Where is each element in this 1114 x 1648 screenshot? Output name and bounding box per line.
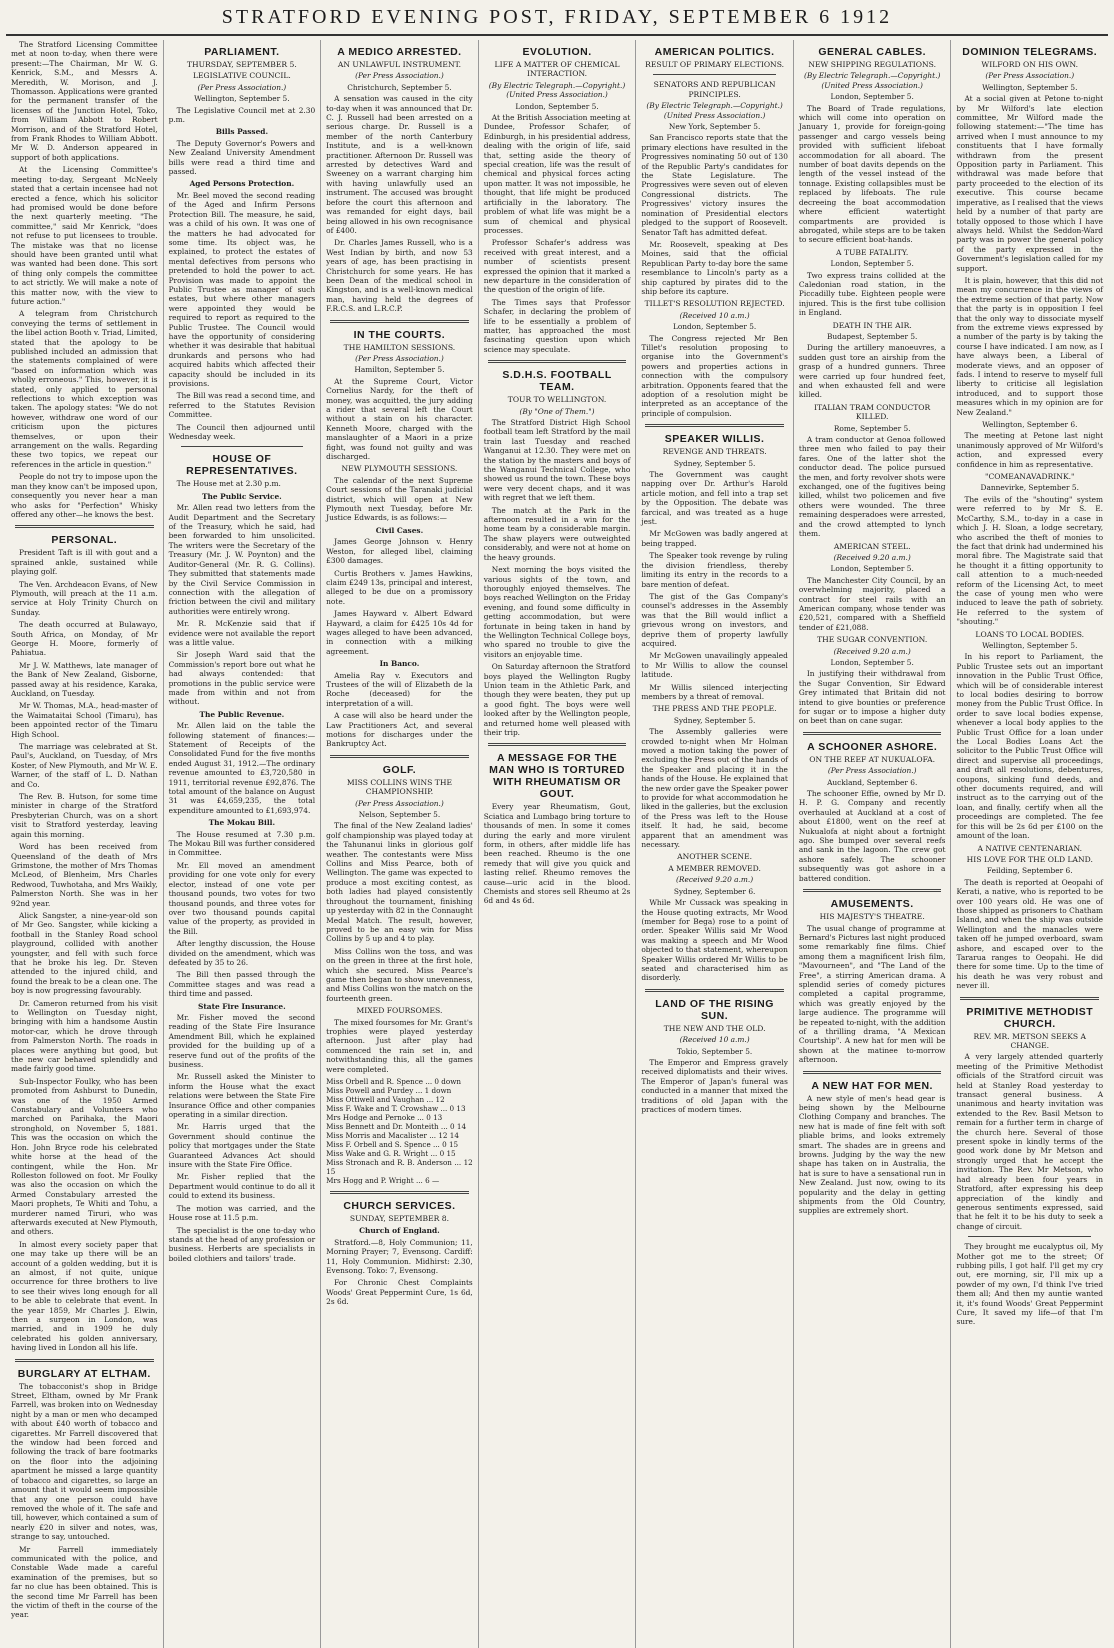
- received-time: (Received 10 a.m.): [679, 1035, 750, 1045]
- divider: [960, 997, 1099, 1000]
- article-paragraph: A very largely attended quarterly meeting of the Primitive Methodist officials of the Stratford circuit was held at Stanley Road yesterday to transact general business. A unanimous and hearty invitation was extended to the Rev. Basil Metson to remain for a further term in charge of the church here. Several of those present spoke in kindly terms of the good work done by Mr Metson and strongly urged that he accept the invitation. The Rev. Mr Metson, who had already been four years in Stratford, after expressing his deep appreciation of the kindly and generous sentiments expressed, said that he felt it to be his duty to seek a change of circuit.: [956, 1052, 1104, 1231]
- dateline: Tokio, September 5.: [676, 1046, 753, 1056]
- score-row: Miss F. Orbell and S. Spence ... 0 15: [326, 1140, 459, 1149]
- dateline: Christchurch, September 5.: [347, 82, 452, 92]
- dateline: Sydney, September 5.: [673, 458, 756, 468]
- score-row: Miss Morris and Macalister ... 12 14: [326, 1131, 459, 1140]
- personal-item: Dr. Cameron returned from his visit to Wellington on Tuesday night, bringing with him a handsome Austin motor-car, which he drove through from Palmerston North. The roads in places were anything but good, but the new car behaved splendidly and made fairly good time.: [11, 998, 158, 1074]
- article-paragraph: After lengthy discussion, the House divided on the amendment, which was defeated by 35 to 26.: [168, 939, 316, 967]
- subhead: RESULT OF PRIMARY ELECTIONS.: [645, 60, 785, 69]
- headline-personal: PERSONAL.: [51, 534, 118, 547]
- column-5: [636, 40, 794, 1648]
- article-paragraph: While Mr Cussack was speaking in the House quoting extracts, Mr Wood (member for Bega) rose to a point of order. Speaker Willis said Mr Wood was making a speech and Mr Wood objected to that statement, whereupon Speaker Willis ordered Mr Willis to be seated and characterised him as disorderly.: [641, 898, 788, 983]
- byline: (By Electric Telegraph.—Copyright.) (United Press Association.): [803, 71, 941, 90]
- personal-item: In almost every society paper that one may take up there will be an account of a golden wedding, but it is an almost, if not quite, unique occurrence for three brothers to live to see their wives long enough for all to be able to celebrate that event. In the year 1859, Mr Charles J. Elwin, then a surgeon in London, was married, and in 1909 he duly celebrated his golden anniversary, having lived in London all his life.: [11, 1239, 158, 1353]
- article-paragraph: At the Licensing Committee's meeting to-day, Sergeant McNeely stated that a certain incensee had not erected a fence, which his solicitor had promised would be done before the next quarterly meeting. "The committee," said Mr Kenrick, "does not refuse to put licensees to trouble. The mistake was that no license should have been granted until what was wanted had been done. This sort of thing only compels the committee to act strictly. We will make a note of this matter now, with the view to future action.": [11, 165, 158, 306]
- headline-new-hat: A NEW HAT FOR MEN.: [811, 1079, 933, 1092]
- subhead: AMERICAN STEEL.: [833, 541, 911, 551]
- subhead: THE PRESS AND THE PEOPLE.: [652, 704, 777, 714]
- dateline: Nelson, September 5.: [358, 810, 441, 820]
- byline: (By Electric Telegraph.—Copyright.) (United Press Association.): [646, 101, 783, 120]
- dateline: Sydney, September 5.: [673, 715, 756, 725]
- score-list: [326, 1077, 473, 1185]
- article-paragraph: Miss Collins won the toss, and was on the green in three at the first hole, which she secured. Miss Pearce's game then began to show unevenness, and Miss Collins won the match on the fourteenth green.: [326, 946, 473, 1003]
- dateline: Wellington, September 6.: [982, 420, 1078, 430]
- dateline: Dannevirke, September 5.: [980, 483, 1079, 493]
- article-paragraph: Mr McGowen unavailingly appealed to Mr Willis to allow the counsel latitude.: [641, 651, 788, 680]
- article-paragraph: Mr. Ell moved an amendment providing for one vote only for every elector, instead of one vote per thousand pounds, two votes for two thousand pounds, and three votes for over two thousand pounds capital value of the property, as provided in the Bill.: [168, 860, 316, 936]
- score-row: Miss Wake and G. R. Wright ... 0 15: [326, 1149, 456, 1158]
- subhead: ANOTHER SCENE.: [677, 852, 753, 862]
- article-paragraph: The schooner Effie, owned by Mr D. H. P. G. Company and recently overhauled at Auckland at a cost of about £1800, went on the reef at Nukualofa at night about a fortnight ago. She bumped over several reefs and sank in the lagoon. The crew got ashore safely. The schooner subsequently was got ashore in a battered condition.: [798, 789, 946, 883]
- article-paragraph: The meeting at Petone last night unanimously approved of Mr Wilford's action, and expressed every confidence in him as representative.: [956, 431, 1104, 469]
- headline-burglary: BURGLARY AT ELTHAM.: [17, 1367, 151, 1380]
- subhead: WILFORD ON HIS OWN.: [981, 60, 1079, 69]
- byline: (Per Press Association.): [355, 353, 444, 363]
- dateline: New York, September 5.: [668, 122, 761, 132]
- personal-item: Mr W. Thomas, M.A., head-master of the Waimataitai School (Timaru), has been appointed rector of the Timaru High School.: [11, 701, 158, 739]
- byline: (Per Press Association.): [197, 82, 287, 92]
- headline-amusements: AMUSEMENTS.: [830, 898, 914, 911]
- advertisement: For Chronic Chest Complaints Woods' Great Peppermint Cure, 1s 6d, 2s 6d.: [326, 1278, 473, 1307]
- sidehead: The Public Service.: [201, 491, 282, 501]
- headline-general-cables: GENERAL CABLES.: [818, 46, 926, 58]
- article-paragraph: The gist of the Gas Company's counsel's addresses in the Assembly was that the Bill would inflict a grievous wrong on investors, and deprive them of property lawfully acquired.: [641, 591, 788, 648]
- byline: (By "One of Them."): [519, 406, 595, 416]
- article-paragraph: The House met at 2.30 p.m.: [176, 479, 281, 489]
- subhead: LIFE A MATTER OF CHEMICAL INTERACTION.: [494, 60, 620, 79]
- article-paragraph: Mr. Fisher replied that the Department would continue to do all it could to extend its business.: [168, 1172, 316, 1201]
- sidehead: State Fire Insurance.: [198, 1001, 286, 1011]
- article-paragraph: Mr Willis silenced interjecting members by a threat of removal.: [641, 682, 788, 701]
- article-paragraph: Mr McGowen was badly angered at being trapped.: [641, 529, 788, 548]
- dateline: London, September 5.: [830, 259, 914, 269]
- dateline: Wellington, September 5.: [982, 82, 1078, 92]
- article-paragraph: The specialist is the one to-day who stands at the head of any profession or business. Herberts are specialists in boiled clothiers and tailors' trade.: [168, 1225, 316, 1263]
- personal-item: The Rev. B. Hutson, for some time minister in charge of the Stratford Presbyterian Church, was on a short visit to Stratford yesterday, leaving again this morning.: [11, 792, 158, 839]
- article-paragraph: The Stratford Licensing Committee met at noon to-day, when there were present:—The Chairman, Mr W. G. Kenrick, S.M., and Messrs A. Meredith, W. Morison, and J. Thomasson. Applications were granted for the permanent transfer of the licenses of the Junction Hotel, Toko, from William Abbott to Robert Morrison, and of the Stratford Hotel, from Frank Rhodes to William Abbott. Mr W. D. Anderson appeared in support of both applications.: [11, 40, 158, 162]
- score-row: Mrs Hogg and P. Wright ... 6 —: [326, 1176, 440, 1185]
- personal-item: Sub-Inspector Foulky, who has been promoted from Ashburst to Dunedin, was one of the 1950 Armed Constabulary and Volunteers who marched on Parihaka, the Maori stronghold, on November 5, 1881. This was the occasion on which the Hon. John Bryce rode his celebrated white horse at the head of the contingent, while the Hon. Mr Rolleston followed on foot. Mr Foulky was also the occasion on which the Armed Constabulary arrested the Maori prophets, Te Whiti and Tohu, a murderer named Tiruri, who was afterwards executed at New Plymouth, and others.: [11, 1076, 158, 1237]
- subhead: TOUR TO WELLINGTON.: [507, 395, 607, 405]
- headline-courts: IN THE COURTS.: [353, 328, 446, 341]
- subhead: A TUBE FATALITY.: [836, 247, 909, 257]
- article-paragraph: Mr. Harris urged that the Government should continue the policy that mortgages under the State Guaranteed Advances Act should insure with the State Fire Office.: [168, 1122, 316, 1170]
- received-time: (Received 10 a.m.): [679, 310, 750, 320]
- score-row: Miss Stronach and R. B. Anderson ... 12 15: [326, 1158, 473, 1176]
- article-paragraph: Two express trains collided at the Caledonian road station, in the Piccadilly tube. Eighteen people were injured. This is the first tube collision in England.: [798, 270, 946, 318]
- dateline: London, September 5.: [830, 564, 914, 574]
- headline-parliament: PARLIAMENT.: [204, 46, 280, 58]
- score-row: Miss F. Wake and T. Crowshaw ... 0 13: [326, 1104, 466, 1113]
- divider: [330, 1191, 469, 1194]
- subhead: MIXED FOURSOMES.: [356, 1006, 443, 1016]
- divider: [330, 320, 469, 323]
- article-paragraph: During the artillery manoeuvres, a sudden gust tore an airship from the grasp of a hundred gunners. Three were carried up four hundred feet, and when exhausted fell and were killed.: [798, 343, 946, 400]
- column-7: [951, 40, 1108, 1648]
- personal-item: Word has been received from Queensland of the death of Mrs Grimstone, the mother of Mrs Thomas McLeod, of Blenheim, Mrs Charles Redwood, Tuwhotaha, and Mrs Waikly, Palmerston North. She was in her 92nd year.: [11, 842, 158, 908]
- column-2: [164, 40, 322, 1648]
- subhead: HIS LOVE FOR THE OLD LAND.: [966, 854, 1093, 864]
- subhead: "COMEANAVADRINK.": [984, 472, 1075, 482]
- article-paragraph: The mixed foursomes for Mr. Grant's trophies were played yesterday afternoon. Just after play had commenced the rain set in, and notwithstanding this, all the games were completed.: [326, 1017, 473, 1074]
- headline-methodist: PRIMITIVE METHODIST CHURCH.: [966, 1005, 1094, 1030]
- subhead: ON THE REEF AT NUKUALOFA.: [809, 754, 936, 764]
- article-paragraph: At the British Association meeting at Dundee, Professor Schafer, of Edinburgh, in his presidential address, dealing with the origin of life, said that, setting aside the theory of special creation, life was the result of chemical and physical forces acting upon matter. It was not impossible, he thought, that life might be produced artificially in the laboratory. The problem of what life was might be a sum of chemical and physical processes.: [483, 113, 631, 235]
- columns: [6, 40, 1108, 1648]
- article-paragraph: At a social given at Petone to-night by Mr Wilford's late election committee, Mr Wilford made the following statement:—"The time has arrived when I must announce to my constituents that I have formally withdrawn from the present Opposition party in Parliament. This withdrawal was made before that party proceeded to the election of its executive. This course became imperative, as I realised that the views held by a number of that party are totally opposed to those which I have always held. Whilst the Seddon-Ward party was in power the general policy of the party expressed in the Government's legislation called for my support.: [956, 94, 1104, 273]
- article-paragraph: Mr. Roosevelt, speaking at Des Moines, said that the official Republican Party to-day bore the same resemblance to Lincoln's party as a ship captured by pirates did to the ship before its capture.: [641, 239, 788, 296]
- article-paragraph: Mr. Allen laid on the table the following statement of finances:—Statement of Receipts of the Consolidated Fund for the five months ended August 31, 1912.—The ordinary revenue amounted to £3,720,580 in 1911, territorial revenue £92,876. The total amount of the balance on August 31 was £4,659,235, the total expenditure amounted to £1,693,974.: [168, 721, 316, 815]
- subhead: THE HAMILTON SESSIONS.: [343, 342, 456, 352]
- article-paragraph: Mr Farrell immediately communicated with the police, and Constable Wade made a careful examination of the premises, but so far no clue has been obtained. This is the second time Mr Farrell has been the victim of theft in the course of the year.: [11, 1544, 158, 1620]
- divider: [181, 446, 304, 447]
- article-paragraph: The Congress rejected Mr Ben Tillet's resolution proposing to organise into the Government's powers and properties actions in connection with the compulsory arbitration. Opponents feared that the adoption of a resolution might be interpreted as an acceptance of the principle of compulsion.: [641, 333, 788, 418]
- subhead: LEGISLATIVE COUNCIL.: [192, 71, 291, 81]
- advertisement: They brought me eucalyptus oil, My Mother got me to the street; Of rubbing pills, I got half. I'll get my cry out, ere morning, sir, I'll mix up a powder of my own, I'd think I've tried them all; And then my auntie wanted it, it's found Woods' Great Peppermint Cure, It saved my life—of that I'm sure.: [956, 1242, 1104, 1327]
- article-paragraph: The Council then adjourned until Wednesday week.: [168, 422, 316, 442]
- column-6: [794, 40, 952, 1648]
- article-paragraph: The Legislative Council met at 2.30 p.m.: [168, 105, 316, 125]
- article-paragraph: A case will also be heard under the Law Practitioners Act, and several motions for discharges under the Bankruptcy Act.: [326, 711, 473, 749]
- article-paragraph: The House resumed at 7.30 p.m. The Mokau Bill was further considered in Committee.: [168, 829, 316, 858]
- headline-football: S.D.H.S. FOOTBALL TEAM.: [502, 369, 612, 394]
- subhead: A MEMBER REMOVED.: [668, 863, 761, 873]
- byline: (By Electric Telegraph.—Copyright.) (United Press Association.): [488, 80, 626, 100]
- divider: [488, 360, 627, 363]
- sidehead: The Mokau Bill.: [208, 818, 276, 828]
- article-paragraph: The Board of Trade regulations, which will come into operation on January 1, provide for foreign-going passenger and cargo vessels being provided with sufficient lifeboat accommodation for all aboard. The number of boat davits depends on the length of the vessel instead of the tonnage. Existing collapsibles must be replaced by lifeboats. The rule decreeing the boat accommodation where efficient watertight compartments are provided is abrogated, while steps are to be taken to secure efficient boat-hands.: [798, 103, 946, 245]
- subhead: SUNDAY, SEPTEMBER 8.: [349, 1214, 449, 1223]
- dateline: London, September 5.: [515, 101, 599, 111]
- subhead: THURSDAY, SEPTEMBER 5.: [186, 60, 297, 69]
- column-4: [479, 40, 637, 1648]
- subhead: DEATH IN THE AIR.: [832, 320, 912, 330]
- subhead: LOANS TO LOCAL BODIES.: [975, 629, 1085, 639]
- subhead: ITALIAN TRAM CONDUCTOR KILLED.: [814, 402, 931, 422]
- article-paragraph: The Bill was read a second time, and referred to the Statutes Revision Committee.: [168, 391, 316, 420]
- subhead: NEW PLYMOUTH SESSIONS.: [341, 464, 458, 474]
- divider: [330, 755, 469, 758]
- article-paragraph: Next morning the boys visited the various sights of the town, and thoroughly enjoyed themselves. The boys reached Wellington on the Friday evening, and found some difficulty in getting accommodation, but were fortunate in being taken in hand by the Wellington Technical College boys, who spared no trouble to give the visitors an enjoyable time.: [483, 565, 631, 659]
- article-paragraph: Mr. Allen read two letters from the Audit Department and the Secretary of the Treasury, which he said, had been forwarded to him unsolicited. The writers were the Secretary of the Treasury (Mr. J. W. Poynton) and the Auditor-General (Mr. R. G. Collins). They submitted that statements made by the Civil Service Commission in connection with the allegation of friction between the civil and military authorities were entirely wrong.: [168, 503, 316, 616]
- article-paragraph: Mr. R. McKenzie said that if evidence were not available the report was a little value.: [168, 619, 316, 647]
- score-row: Miss Orbell and R. Spence ... 0 down: [326, 1077, 461, 1086]
- score-row: Mrs Hodge and Pernoke ... 0 13: [326, 1113, 443, 1122]
- sidehead: Civil Cases.: [375, 525, 424, 535]
- byline: (Per Press Association.): [355, 798, 444, 808]
- masthead: STRATFORD EVENING POST, FRIDAY, SEPTEMBER 6 1912: [6, 0, 1108, 36]
- divider: [803, 889, 942, 892]
- article-paragraph: The Assembly galleries were crowded to-night when Mr Holman moved a motion taking the power of excluding the Press out of the hands of the Speaker and placing it in the hands of the House. He explained that the new order gave the Speaker power to provide for what accommodation he liked in the galleries, but the exclusion of the Press was left to the House itself. It had, he said, become apparent that an amendment was necessary.: [641, 727, 788, 850]
- headline-medico: A MEDICO ARRESTED.: [337, 46, 462, 58]
- personal-item: The Ven. Archdeacon Evans, of New Plymouth, will preach at the 11 a.m. service at Holy Trinity Church on Sunday.: [11, 579, 158, 617]
- headline-american-politics: AMERICAN POLITICS.: [654, 46, 775, 58]
- subhead: SENATORS AND REPUBLICAN PRINCIPLES.: [653, 80, 776, 99]
- personal-item: President Taft is ill with gout and a sprained ankle, sustained while playing golf.: [11, 548, 158, 577]
- dateline: Wellington, September 5.: [982, 640, 1078, 650]
- personal-item: The marriage was celebrated at St. Paul's, Auckland, on Tuesday, of Mrs Koster, of New Plymouth, and Mr W. E. Warner, of the staff of L. D. Nathan and Co.: [11, 742, 158, 789]
- article-paragraph: The tobacconist's shop in Bridge Street, Eltham, owned by Mr Frank Farrell, was broken into on Wednesday night by a man or men who decamped with about £40 worth of tobacco and cigarettes. Mr Farrell discovered that the window had been forced and following the track of bare footmarks on the floor into the adjoining apartment he missed a large quantity of tobacco and cigarettes, so large an amount that it would seem impossible that any one person could have removed the whole of it. The safe and till, however, which contained a sum of nearly £20 in silver and notes, was, strange to say, untouched.: [11, 1381, 158, 1542]
- received-time: (Received 9.20 a.m.): [833, 552, 911, 562]
- sidehead: Bills Passed.: [215, 127, 269, 137]
- headline-golf: GOLF.: [382, 763, 417, 776]
- article-paragraph: A sensation was caused in the city to-day when it was announced that Dr. C. J. Russell had been arrested on a serious charge. Dr. Russell is a member of the north Canterbury Institute, and is a well-known practitioner. Afternoon Dr. Russell was arrested by detectives Ward and Sweeney on a warrant charging him with having unlawfully used an instrument. The accused was brought before the court this afternoon and was remanded for eight days, bail being allowed in his own recognisance of £400.: [326, 94, 473, 235]
- headline-dominion: DOMINION TELEGRAMS.: [962, 46, 1098, 58]
- divider: [15, 1359, 154, 1362]
- dateline: London, September 5.: [672, 322, 757, 332]
- dateline: Sydney, September 6.: [673, 886, 756, 896]
- article-paragraph: The calendar of the next Supreme Court sessions of the Taranaki judicial district, which will open at New Plymouth next Tuesday, before Mr. Justice Edwards, is as follows:—: [326, 475, 473, 523]
- received-time: (Received 9.20 a.m.): [676, 875, 754, 885]
- divider: [803, 1071, 942, 1074]
- article-paragraph: At the Supreme Court, Victor Cornelius Nardy, for the theft of money, was acquitted, the jury adding a rider that several left the Court without a stain on his character. Kenneth Moore, charged with the manslaughter of a Maori in a prize fight, was found not guilty and was discharged.: [326, 376, 473, 462]
- column-1: [6, 40, 164, 1648]
- article-paragraph: A new style of men's head gear is being shown by the Melbourne Clothing Company and branches. The new hat is made of fine felt with soft pliable brims, and looks extremely smart. The shades are in greens and browns. Judging by the way the new shape has taken on in Australia, the hat is sure to have a sensational run in New Zealand. Just now, owing to its popularity and the delay in getting shipments from the Old Country, supplies are extremely short.: [798, 1093, 946, 1216]
- article-paragraph: Amelia Ray v. Executors and Trustees of the will of Elizabeth de la Roche (deceased) for the interpretation of a will.: [326, 670, 473, 708]
- article-paragraph: The Stratford District High School football team left Stratford by the mail train last Tuesday and reached Wanganui at 12.30. They were met on the station by the masters and boys of the Wanganui Technical College, who showed us round the town. These boys were very decent chaps, and it was with regret that we left them.: [483, 418, 631, 503]
- divider: [15, 525, 154, 528]
- divider: [488, 743, 627, 746]
- column-3: [321, 40, 479, 1648]
- received-time: (Received 9.20 a.m.): [833, 646, 911, 656]
- article-paragraph: It is plain, however, that this did not mean my concurrence in the views of the extreme section of that party. Now that the party is in opposition I feel that the only way to dissociate myself from the extreme views expressed by a number of the party is by taking the course I have indicated. I am now, as I have always been, a Liberal of moderate views, and an opposer of fads. I intend to reserve to myself full liberty to criticise all legislation introduced, and to support those measures which in my opinion are for New Zealand.": [956, 275, 1104, 417]
- article-paragraph: The Bill then passed through the Committee stages and was read a third time and passed.: [168, 970, 316, 999]
- subhead: THE NEW AND THE OLD.: [663, 1023, 766, 1033]
- article-paragraph: Sir Joseph Ward said that the Commission's report bore out what he had always contended: that promotions in the public service were made from within and not from without.: [168, 650, 316, 707]
- article-paragraph: The usual change of programme at Bernard's Pictures last night produced some remarkably fine films. Chief among them a magnificent Irish film, "Mavourneen", and "The Land of the Free", a stirring American drama. A splendid series of comedy pictures completed a capital programme, which was greatly enjoyed by the large audience. The programme will be repeated to-night, with the addition of a thrilling drama, "A Mexican Courtship". A new hat for men will be shown at the matinee to-morrow afternoon.: [798, 923, 946, 1065]
- personal-item: The death occurred at Bulawayo, South Africa, on Monday, of Mr George H. Moore, formerly of Pahiatua.: [11, 620, 158, 658]
- subhead: A NATIVE CENTENARIAN.: [977, 843, 1083, 853]
- subhead: THE SUGAR CONVENTION.: [817, 635, 928, 645]
- article-paragraph: Mr. Beel moved the second reading of the Aged and Infirm Persons Protection Bill. The measure, he said, was a child of his own. It was one of the matters he had advocated for some time. Its object was, he explained, to protect the estates of mental defectives from persons who pretended to hold the power to act. Provision was made to appoint the Public Trustee as manager of such estates, but where other managers were appointed they would be required to report as required to the Public Trustee. The Council would have the opportunity of considering whether it was desirable that habitual drunkards and persons who had acquired habits which affected their capacity should be included in its provisions.: [168, 190, 316, 388]
- divider: [968, 1236, 1091, 1237]
- dateline: London, September 5.: [830, 657, 914, 667]
- article-paragraph: A tram conductor at Genoa followed three men who failed to pay their fares. One of the latter shot the conductor dead. The police pursued the men, and forty revolver shots were exchanged, one of the fugitives being killed, whilst two policemen and five others were wounded. The three remaining desperadoes were arrested, and the crowd attempted to lynch them.: [798, 435, 946, 539]
- article-paragraph: Curtis Brothers v. James Hawkins, claim £249 13s, principal and interest, alleged to be due on a promissory note.: [326, 568, 473, 606]
- article-paragraph: The Times says that Professor Schafer, in declaring the problem of life to be essentially a problem of matter, has approached the most fascinating question upon which science may speculate.: [483, 297, 631, 354]
- article-paragraph: The Emperor and Empress gravely received diplomatists and their wives. The Emperor of Japan's funeral was conducted in a manner that mixed the traditions of old Japan with the practices of modern times.: [641, 1057, 788, 1114]
- article-paragraph: The motion was carried, and the House rose at 11.5 p.m.: [168, 1203, 316, 1223]
- subhead: REV. MR. METSON SEEKS A CHANGE.: [973, 1031, 1086, 1050]
- sidehead: Aged Persons Protection.: [189, 179, 295, 189]
- byline: (Per Press Association.): [827, 766, 917, 776]
- byline: (Per Press Association.): [355, 71, 444, 81]
- article-paragraph: The evils of the "shouting" system were referred to by Mr S. E. McCarthy, S.M., to-day in a case in which J. H. Sloan, a lodge secretary, who ascribed the theft of monies to the fact that drink had undermined his moral fibre. The Magistrate said that he thought it a fitting opportunity to call attention to a much-needed reform of the Licensing Act, to meet the case of young men who were induced to leave the path of sobriety. He referred to the system of "shouting.": [956, 494, 1104, 627]
- headline-schooner: A SCHOONER ASHORE.: [807, 740, 938, 753]
- article-paragraph: Mr. Russell asked the Minister to inform the House what the exact relations were between the State Fire Insurance Office and other companies operating in a similar direction.: [168, 1072, 316, 1120]
- headline-speaker-willis: SPEAKER WILLIS.: [664, 433, 765, 446]
- headline-evolution: EVOLUTION.: [522, 46, 592, 58]
- article-paragraph: In his report to Parliament, the Public Trustee sets out an important innovation in the Public Trust Office, which will be of considerable interest to local bodies desiring to borrow money from the Public Trust Office. In order to save local bodies expense, whenever a local body applies to the Public Trust Office for a loan under the Local Bodies Loans Act the solicitor to the Public Trust Office will direct and supervise all proceedings, and draft all resolutions, debentures, coupons, sinking fund deeds, and other documents required, and will instruct as to the carrying out of the loan, and finally, certify when all the proceedings are completed. The fee for this will be 2s 6d per £100 on the amount of the loan.: [956, 652, 1104, 841]
- article-paragraph: The Deputy Governor's Powers and New Zealand University Amendment bills were read a third time and passed.: [168, 138, 316, 177]
- subhead: TILLET'S RESOLUTION REJECTED.: [644, 299, 785, 309]
- sidehead: In Banco.: [379, 659, 420, 669]
- article-paragraph: James George Johnson v. Henry Weston, for alleged libel, claiming £300 damages.: [326, 537, 473, 566]
- headline-rising-sun: LAND OF THE RISING SUN.: [655, 997, 774, 1022]
- subhead: NEW SHIPPING REGULATIONS.: [808, 60, 937, 69]
- headline-rheumatism-ad: A MESSAGE FOR THE MAN WHO IS TORTURED WITH RHEUMATISM OR GOUT.: [489, 752, 625, 801]
- article-paragraph: San Francisco reports state that the primary elections have resulted in the Progressives nominating 50 out of 130 of the Republic Party's candidates for the State Legislature. The Progressives were seven out of eleven Congressional districts. The Progressives' victory insures the nomination of Presidential electors pledged to the support of Roosevelt. Senator Taft has admitted defeat.: [641, 133, 788, 237]
- article-paragraph: Professor Schafer's address was received with great interest, and a number of scientists present expressed the opinion that it marked a new departure in the consideration of the question of the origin of life.: [483, 238, 631, 295]
- article-paragraph: The final of the New Zealand ladies' golf championship was played today at the Tahunanui links in glorious golf weather. The contestants were Miss Collins and Miss Pearce, both of Wellington. The game was expected to produce a most exciting contest, as both ladies had played consistently throughout the tournament, finishing up yesterday with 82 in the Connaught Medal Match. The result, however, proved to be an easy win for Miss Collins by 5 up and 4 to play.: [326, 821, 473, 944]
- article-paragraph: A telegram from Christchurch conveying the terms of settlement in the libel action Booth v. Triad, Limited, stated that the apology to be published included an admission that the statements complained of were "based on information which was wholly erroneous." This, however, it is stated, only applied to personal reflections to which exception was taken. The apology states: "We do not however, withdraw one word of our criticism upon the pictures themselves, or upon their arrangement on the walls. Regarding these two topics, we repeat our references in the article in question.": [11, 309, 158, 469]
- subhead: HIS MAJESTY'S THEATRE.: [819, 912, 925, 922]
- dateline: London, September 5.: [830, 92, 914, 102]
- byline: (Per Press Association.): [985, 71, 1075, 81]
- dateline: Feilding, September 6.: [986, 866, 1073, 876]
- article-paragraph: The Manchester City Council, by an overwhelming majority, placed a contract for steel rails with an American company, whose tender was £20,521, compared with a Sheffield tender of £21,088.: [798, 575, 946, 632]
- subhead: MISS COLLINS WINS THE CHAMPIONSHIP.: [346, 777, 453, 797]
- dateline: Budapest, September 5.: [826, 331, 918, 341]
- headline-house: HOUSE OF REPRESENTATIVES.: [186, 453, 298, 478]
- score-row: Miss Ottiwell and Vaughan ... 12: [326, 1095, 445, 1104]
- article-paragraph: People do not try to impose upon the man they know can't be imposed upon, consequently you never hear a man who asks for "Perfection" Whisky offered any other—he knows the best.: [11, 472, 158, 519]
- subhead: REVENGE AND THREATS.: [662, 447, 767, 457]
- headline-church: CHURCH SERVICES.: [343, 1200, 456, 1212]
- article-paragraph: Stratford.—8, Holy Communion; 11, Morning Prayer; 7, Evensong. Cardiff: 11, Holy Communion. Midhirst: 2.30, Evensong. Toko: 7, Evensong.: [326, 1237, 473, 1276]
- dateline: Auckland, September 6.: [827, 777, 918, 787]
- personal-item: Mr J. W. Matthews, late manager of the Bank of New Zealand, Gisborne, passed away at his residence, Karaka, Auckland, on Tuesday.: [11, 660, 158, 698]
- subhead: AN UNLAWFUL INSTRUMENT.: [337, 60, 461, 69]
- divider: [653, 74, 776, 75]
- article-paragraph: James Hayward v. Albert Edward Hayward, a claim for £425 10s 4d for wages alleged to have been advanced, in connection with a milking agreement.: [326, 609, 473, 656]
- personal-item: Alick Sangster, a nine-year-old son of Mr Geo. Sangster, while kicking a football in the Stanley Road school playground, collided with another youngster, and fell with such force that he broke his leg. Dr. Steven attended to the injured child, and found the break to be a clean one. The boy is now progressing favourably.: [11, 910, 158, 996]
- score-row: Miss Bennett and Dr. Monteith ... 0 14: [326, 1122, 467, 1131]
- article-paragraph: In justifying their withdrawal from the Sugar Convention, Sir Edward Grey intimated that Britain did not intend to give bounties or preference for sugar or to impose a higher duty on beet than on cane sugar.: [798, 669, 946, 726]
- article-paragraph: Mr. Fisher moved the second reading of the State Fire Insurance Amendment Bill, which he explained provided for the building up of a reserve fund out of the profits of the business.: [168, 1012, 316, 1069]
- advertisement: Every year Rheumatism, Gout, Sciatica and Lumbago bring torture to thousands of men. In some it comes during the early and more virulent form, in others, after middle life has been reached. Rheumo is the one remedy that will give you quick and lasting relief. Rheumo removes the cause—uric acid in the blood. Chemists and stores sell Rheumo at 2s 6d and 4s 6d.: [483, 802, 631, 906]
- score-row: Miss Powell and Purdey ... 1 down: [326, 1086, 452, 1095]
- article-paragraph: The Government was caught napping over Dr. Arthur's Harold article motion, and fell into a trap set by the Opposition. The debate was farcical, and was treated as a huge jest.: [641, 470, 788, 527]
- article-paragraph: The Speaker took revenge by ruling the division friendless, thereby limiting its entry in the records to a bare mention of defeat.: [641, 551, 788, 589]
- divider: [645, 989, 784, 992]
- sidehead: The Public Revenue.: [199, 709, 285, 719]
- dateline: Hamilton, September 5.: [354, 365, 445, 375]
- article-paragraph: On Saturday afternoon the Stratford boys played the Wellington Rugby Union team in the Athletic Park, and though they were beaten, they put up a good fight. The boys were well looked after by the Wellington people, and returned home well pleased with their trip.: [483, 662, 631, 737]
- dateline: Wellington, September 5.: [194, 94, 290, 104]
- divider: [645, 424, 784, 427]
- dateline: Rome, September 5.: [833, 423, 911, 433]
- sidehead: Church of England.: [359, 1226, 440, 1236]
- article-paragraph: The death is reported at Oeopahi of Kerati, a native, who is reported to be over 100 years old. He was one of those shipped as prisoners to Chatham Island, and when the ship was outside Wellington and the manacles were taken off he jumped overboard, swam ashore, and escaped over to the Tararua ranges to Oeopahi. He did there for some time. Up to the time of his death he was very robust and never ill.: [956, 877, 1104, 991]
- article-paragraph: The match at the Park in the afternoon resulted in a win for the home team by a considerable margin. The shaw players were outweighted considerably, and were not at home on the heavy grounds.: [483, 505, 631, 562]
- divider: [803, 732, 942, 735]
- article-paragraph: Dr. Charles James Russell, who is a West Indian by birth, and now 53 years of age, has been practising in Christchurch for some years. He has been Dean of the medical school in Kingston, and is a well-known medical man, having held the degrees of F.R.C.S. and L.R.C.P.: [326, 238, 473, 314]
